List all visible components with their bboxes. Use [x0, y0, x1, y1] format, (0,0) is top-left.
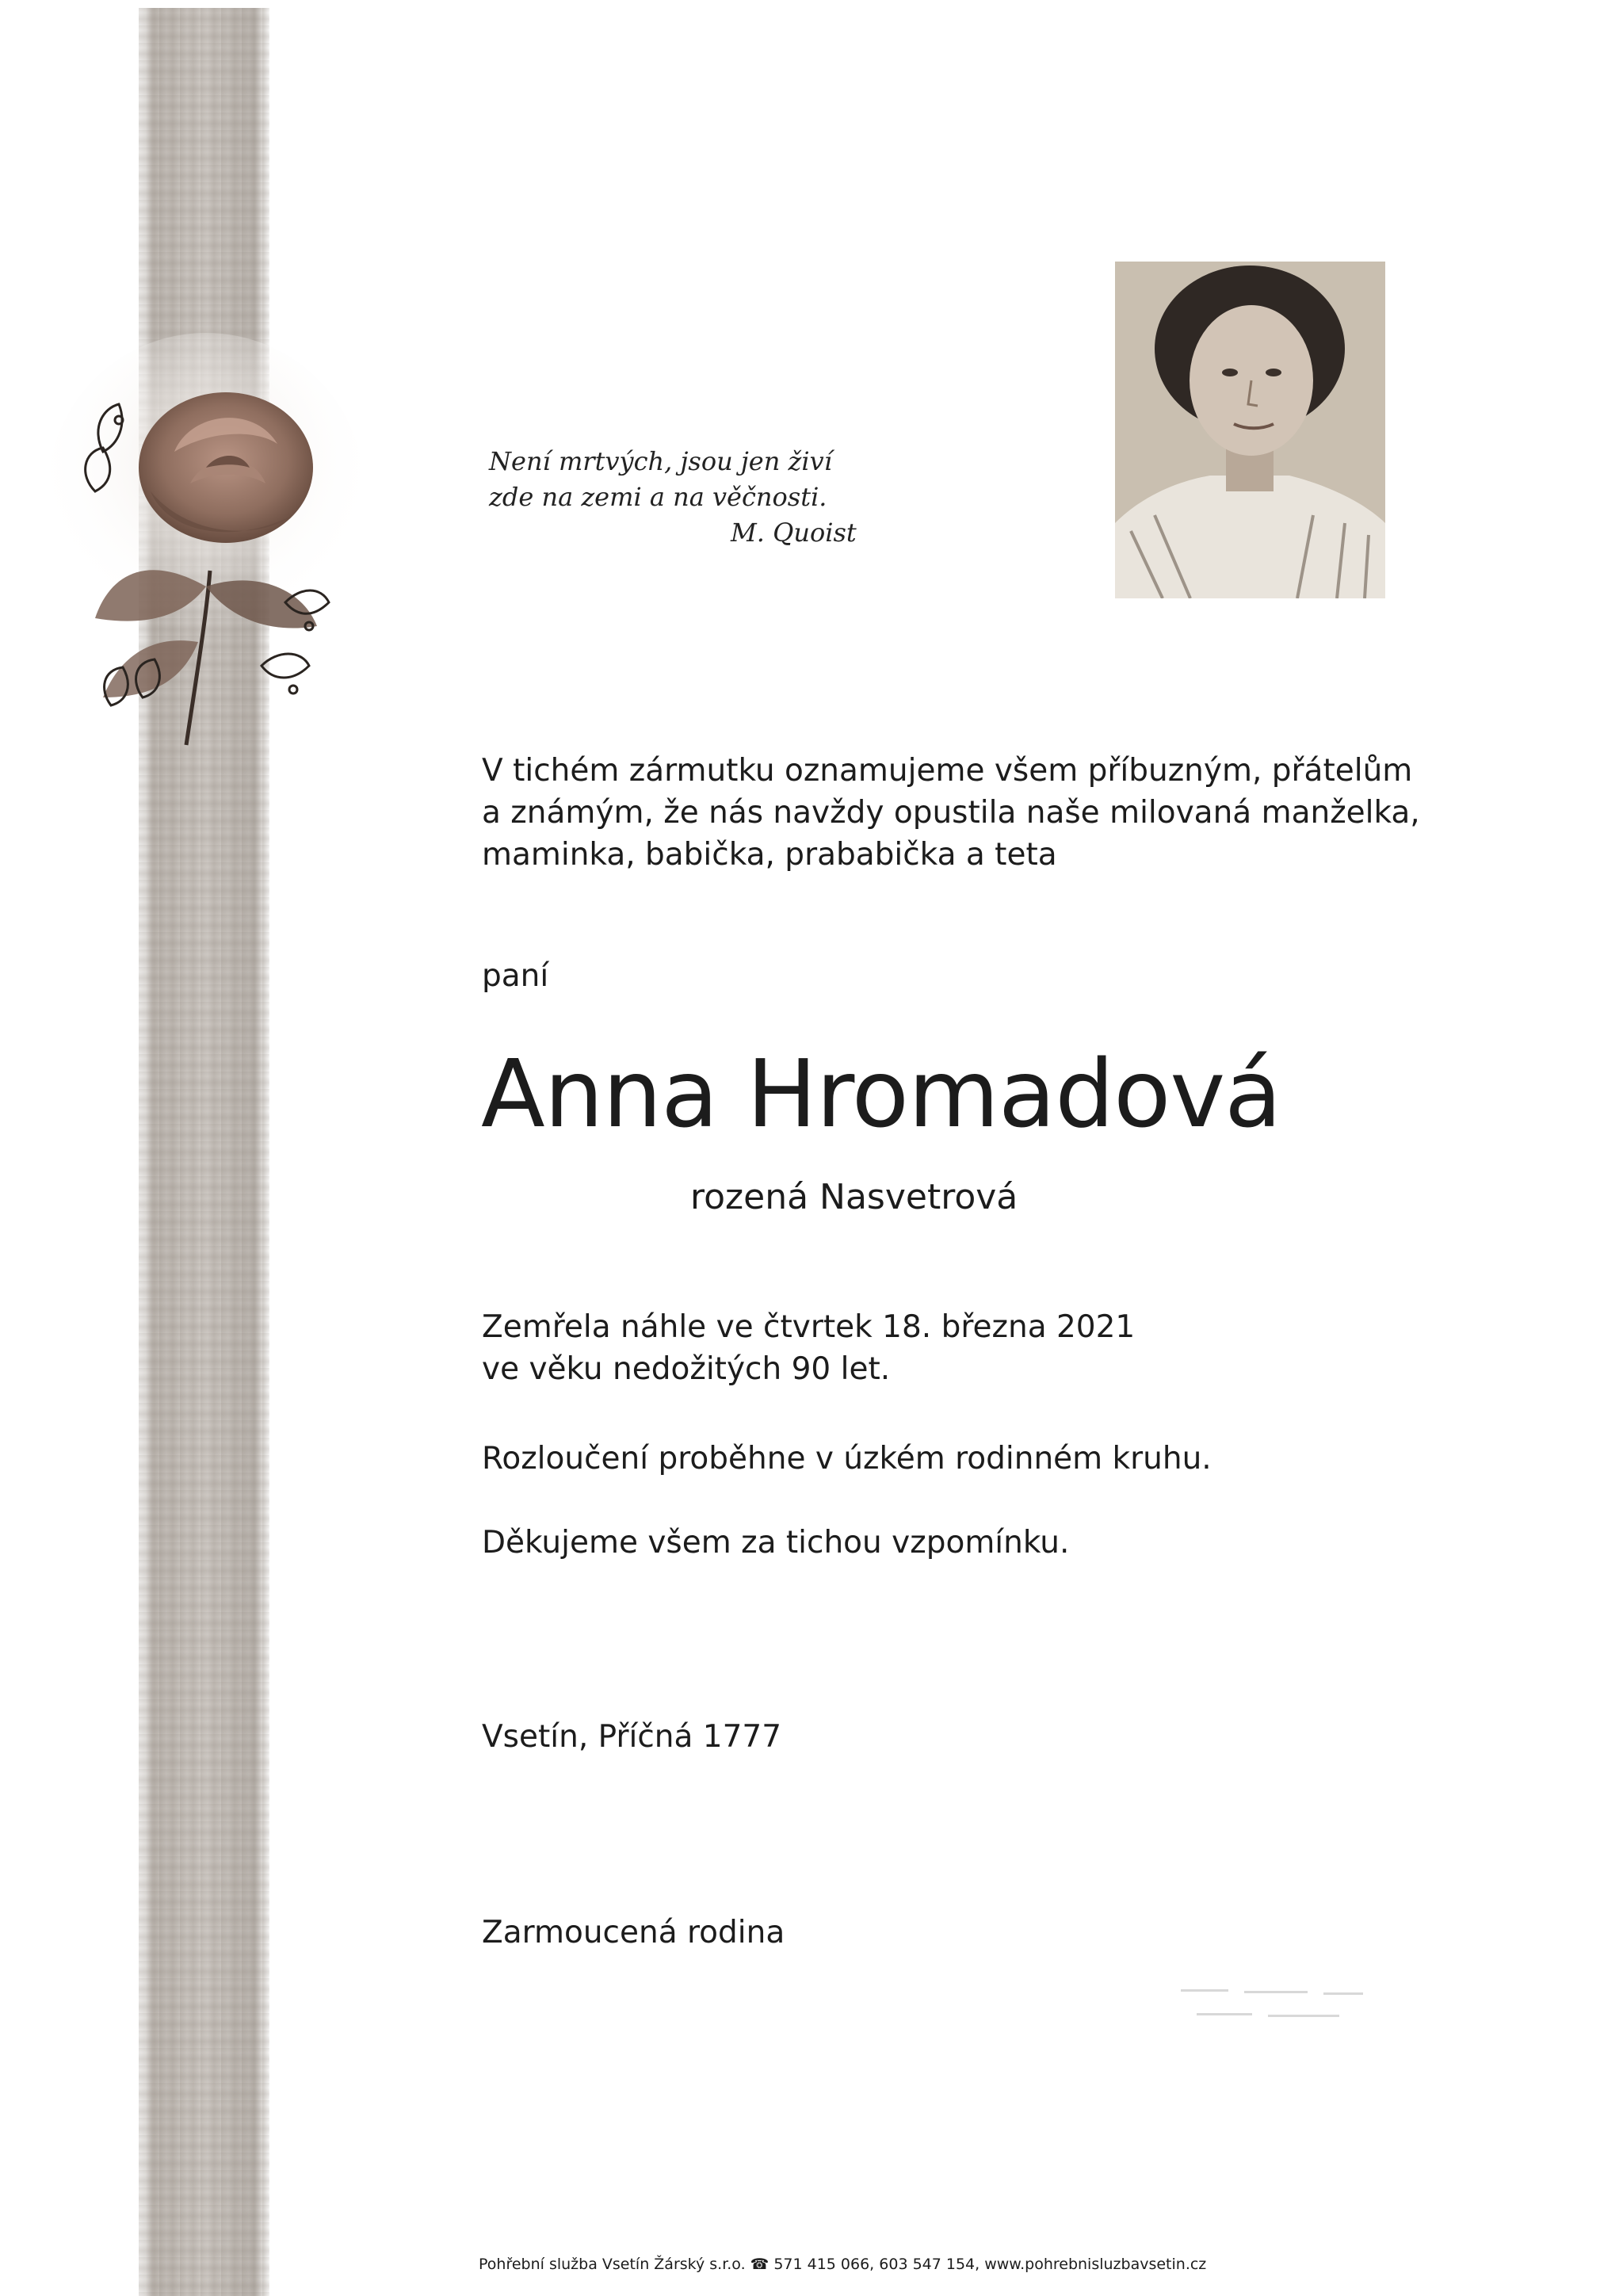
- memorial-quote: [489, 444, 857, 551]
- maiden-name: rozená Nasvetrová: [690, 1177, 1018, 1217]
- faint-smudge-icon: [1173, 1981, 1411, 2029]
- quote-line-1: Není mrtvých, jsou jen živí: [489, 446, 832, 476]
- footer: [479, 2254, 1206, 2275]
- death-line-2: ve věku nedožitých 90 let.: [482, 1351, 891, 1387]
- thanks-text: Děkujeme všem za tichou vzpomínku.: [482, 1525, 1070, 1561]
- salutation: paní: [482, 958, 549, 994]
- quote-line-2: zde na zemi a na věčnosti.: [489, 482, 827, 512]
- deceased-name: Anna Hromadová: [481, 1039, 1281, 1148]
- death-info: [482, 1306, 1135, 1390]
- footer-contact: 571 415 066, 603 547 154, www.pohrebnisluzbavsetin.cz: [773, 2256, 1207, 2273]
- announcement-line-2: a známým, že nás navždy opustila naše milovaná manželka,: [482, 795, 1420, 831]
- portrait-photo: [1115, 262, 1385, 598]
- footer-company: Pohřební služba Vsetín Žárský s.r.o.: [479, 2256, 746, 2273]
- announcement-text: [482, 750, 1420, 876]
- signature-text: Zarmoucená rodina: [482, 1915, 785, 1950]
- announcement-line-3: maminka, babička, prababička a teta: [482, 837, 1057, 873]
- death-line-1: Zemřela náhle ve čtvrtek 18. března 2021: [482, 1309, 1136, 1345]
- address-text: Vsetín, Příčná 1777: [482, 1719, 782, 1755]
- rose-icon: [48, 333, 380, 777]
- phone-icon: ☎: [750, 2256, 769, 2273]
- announcement-line-1: V tichém zármutku oznamujeme všem příbuzným, přátelům: [482, 753, 1413, 789]
- portrait-icon: [1115, 262, 1385, 598]
- farewell-text: Rozloučení proběhne v úzkém rodinném kruhu.: [482, 1441, 1212, 1477]
- quote-author: M. Quoist: [731, 518, 857, 548]
